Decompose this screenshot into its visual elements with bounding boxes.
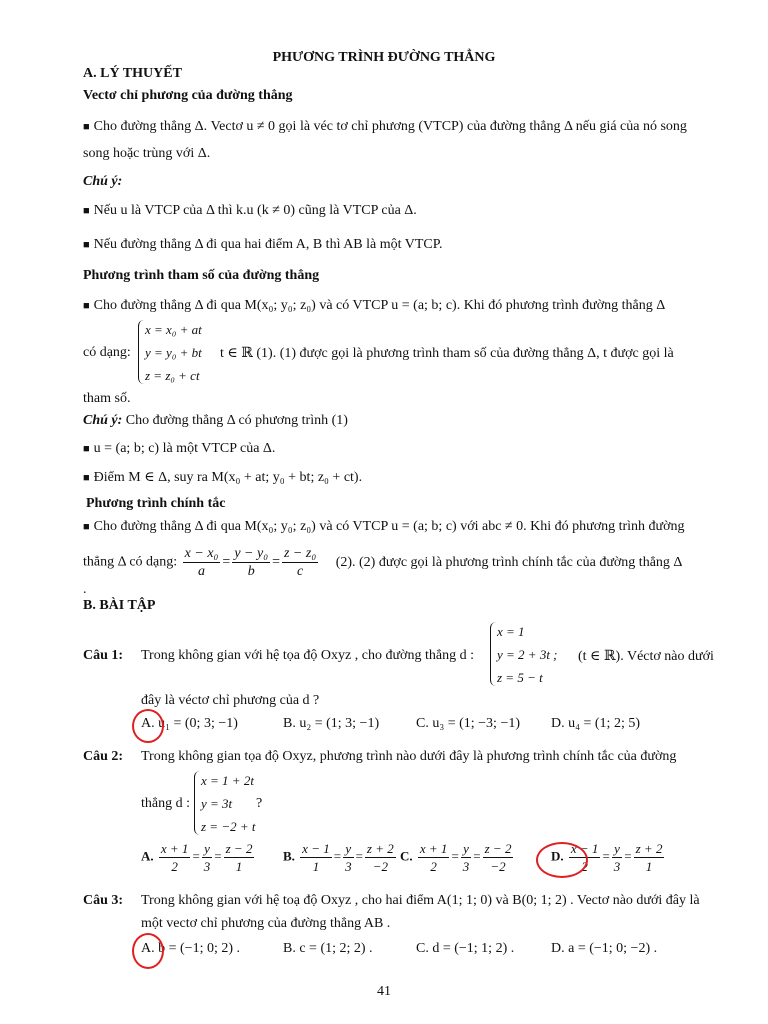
system-1-row: y = y₀ + bt <box>145 345 202 360</box>
q2-option-c: C. $\frac{x + 1}{2}$ = $\frac{y}{3}$ = $\frac{z - 2}{-2}$ <box>400 841 512 874</box>
system-q1-row: z = 5 − t <box>497 670 543 685</box>
q2-option-b: B. $\frac{x - 1}{1}$ = $\frac{y}{3}$ = $\frac{z + 2}{-2}$ <box>283 841 394 874</box>
square-bullet-icon: ■ <box>83 443 90 455</box>
system-q1-row: x = 1 <box>497 624 525 639</box>
question-1-label: Câu 1: <box>83 648 124 663</box>
paragraph-vtcp-line2: song hoặc trùng với Δ. <box>83 146 211 161</box>
q3-option-b: B. c = (1; 2; 2) . <box>283 941 373 956</box>
q1-option-d: D. u₄ = (1; 2; 5) <box>551 716 640 731</box>
canonical-fraction: $\frac{\text{z − z₀}}{c}$ <box>283 546 317 579</box>
question-1-text: Trong không gian với hệ tọa độ Oxyz , cho đường thẳng d : <box>141 648 474 663</box>
subheading-parametric: Phương trình tham số của đường thẳng <box>83 268 320 283</box>
canonical-fraction: $\frac{\text{y − y₀}}{b}$ <box>234 546 269 579</box>
q3-option-d: D. a = (−1; 0; −2) . <box>551 941 658 956</box>
system-q2-row: x = 1 + 2t <box>201 773 254 788</box>
system-1-row: x = x₀ + at <box>145 322 202 337</box>
param-codang: có dạng: <box>83 345 131 360</box>
note-2: ■ Nếu đường thẳng Δ đi qua hai điểm A, B thì AB là một VTCP. <box>83 237 443 252</box>
q3-option-a: A. b = (−1; 0; 2) . <box>141 941 241 956</box>
answer-circle-annotation <box>132 709 164 743</box>
q2-option-a: A. $\frac{x + 1}{2}$ = $\frac{y}{3}$ = $\frac{z - 2}{1}$ <box>141 841 253 874</box>
canonical-fraction: $\frac{\text{x − x₀}}{a}$ <box>184 546 219 579</box>
q1-option-c: C. u₃ = (1; −3; −1) <box>416 716 521 731</box>
page-title: PHƯƠNG TRÌNH ĐƯỜNG THẲNG <box>272 50 496 65</box>
square-bullet-icon: ■ <box>83 205 90 217</box>
paragraph-vtcp-line1: ■ Cho đường thẳng Δ. Vectơ u ≠ 0 gọi là véc tơ chỉ phương (VTCP) của đường thẳng Δ nếu giá của nó song <box>83 119 687 134</box>
note-2-heading: Chú ý: Cho đường thẳng Δ có phương trình (1) <box>83 413 348 428</box>
param-tail: t ∈ ℝ (1). (1) được gọi là phương trình tham số của đường thẳng Δ, t được gọi là <box>220 346 674 361</box>
question-1-text-line2: đây là véctơ chỉ phương của d ? <box>141 693 320 708</box>
q1-option-a: A. u₁ = (0; 3; −1) <box>141 716 238 731</box>
answer-circle-annotation <box>132 933 164 969</box>
note-3: ■ u = (a; b; c) là một VTCP của Δ. <box>83 441 276 456</box>
question-2-qmark: ? <box>256 796 263 811</box>
subheading-canonical: Phương trình chính tắc <box>86 496 226 511</box>
system-q1-row: y = 2 + 3t ; <box>497 647 558 662</box>
note-1: ■ Nếu u là VTCP của Δ thì k.u (k ≠ 0) cũng là VTCP của Δ. <box>83 203 417 218</box>
q2-option-d: D. $\frac{x - 1}{2}$ = $\frac{y}{3}$ = $\frac{z + 2}{1}$ <box>551 841 663 874</box>
question-3-label: Câu 3: <box>83 893 124 908</box>
subheading-vtcp: Vectơ chỉ phương của đường thẳng <box>83 88 293 103</box>
system-q2-row: z = −2 + t <box>201 819 256 834</box>
paragraph-param-line1: ■ Cho đường thẳng Δ đi qua M(x₀; y₀; z₀) và có VTCP u = (a; b; c). Khi đó phương trình đường thẳng Δ <box>83 298 666 313</box>
square-bullet-icon: ■ <box>83 472 90 484</box>
canonical-equation-line: thẳng Δ có dạng: $\frac{\text{x − x₀}}{a}$ = $\frac{\text{y − y₀}}{b}$ = $\frac{\text{z − z₀}}{c}$ (2). (2) được gọi là phương trình chính tắc của đường thẳng Δ <box>83 546 683 579</box>
question-3-text: Trong không gian với hệ toạ độ Oxyz , cho hai điểm A(1; 1; 0) và B(0; 1; 2) . Vectơ nào dưới đây là <box>141 893 700 908</box>
question-2-thang: thẳng d : <box>141 796 190 811</box>
paragraph-canon-line1: ■ Cho đường thẳng Δ đi qua M(x₀; y₀; z₀) và có VTCP u = (a; b; c) với abc ≠ 0. Khi đó phương trình đường <box>83 519 685 534</box>
canonical-dot: . <box>83 582 87 597</box>
section-a-heading: A. LÝ THUYẾT <box>83 66 182 81</box>
answer-circle-annotation <box>536 842 588 878</box>
question-2-label: Câu 2: <box>83 749 124 764</box>
question-3-text-line2: một vectơ chỉ phương của đường thẳng AB . <box>141 916 391 931</box>
square-bullet-icon: ■ <box>83 239 90 251</box>
question-2-text: Trong không gian tọa độ Oxyz, phương trình nào dưới đây là phương trình chính tắc của đường <box>141 749 677 764</box>
q1-option-b: B. u₂ = (1; 3; −1) <box>283 716 380 731</box>
square-bullet-icon: ■ <box>83 300 90 312</box>
square-bullet-icon: ■ <box>83 521 90 533</box>
page-number: 41 <box>377 984 391 999</box>
q3-option-c: C. d = (−1; 1; 2) . <box>416 941 515 956</box>
square-bullet-icon: ■ <box>83 121 90 133</box>
note-label: Chú ý: <box>83 174 123 189</box>
system-q2-row: y = 3t <box>201 796 233 811</box>
note-4: ■ Điểm M ∈ Δ, suy ra M(x₀ + at; y₀ + bt; z₀ + ct). <box>83 470 363 485</box>
question-1-text-tail: (t ∈ ℝ). Véctơ nào dưới <box>578 649 714 664</box>
param-line3: tham số. <box>83 391 131 406</box>
system-1-row: z = z₀ + ct <box>145 368 200 383</box>
section-b-heading: B. BÀI TẬP <box>83 598 156 613</box>
